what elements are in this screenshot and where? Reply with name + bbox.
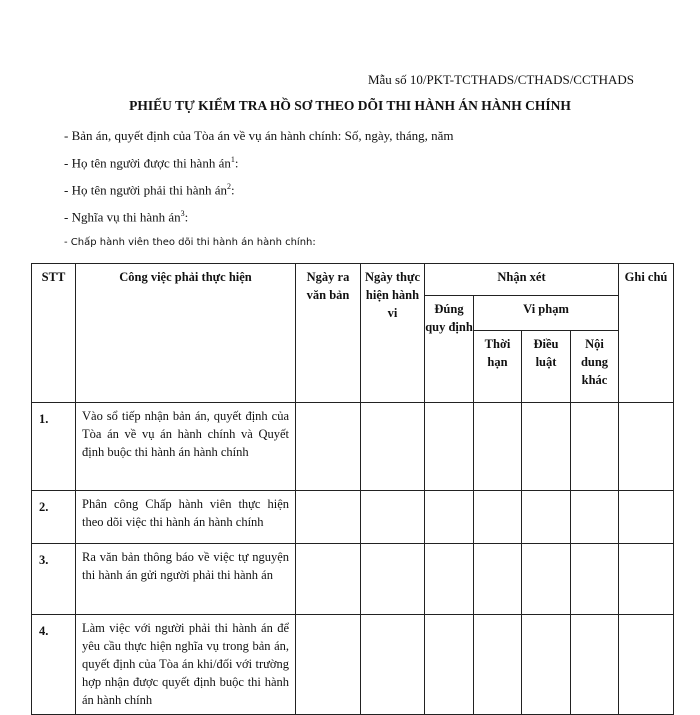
info-obligor: - Họ tên người phải thi hành $án^2$: (64, 182, 235, 198)
cell-doc-date (296, 491, 361, 544)
cell-note (619, 544, 674, 615)
cell-note (619, 491, 674, 544)
header-deadline: Thời hạn (474, 331, 522, 403)
cell-exec-date (361, 491, 425, 544)
cell-article (522, 403, 571, 491)
inspection-table (31, 263, 674, 715)
info-obligation: - Nghĩa vụ thi hành $án^3$: (64, 209, 189, 225)
cell-deadline (474, 403, 522, 491)
info-judgment: - Bản án, quyết định của Tòa án về vụ án hành chính: Số, ngày, tháng, năm (64, 128, 454, 143)
form-code: Mẫu số 10/PKT-TCTHADS/CTHADS/CCTHADS (367, 72, 634, 87)
cell-doc-date (296, 403, 361, 491)
document-title: PHIẾU TỰ KIỂM TRA HỒ SƠ THEO DÕI THI HÀNH ÁN HÀNH CHÍNH (129, 98, 571, 113)
table-row (32, 544, 674, 615)
header-doc-date: Ngày ra văn bản (296, 264, 361, 403)
cell-exec-date (361, 403, 425, 491)
header-other: Nội dung khác (571, 331, 619, 403)
row-number: 3. (32, 544, 76, 615)
cell-doc-date (296, 544, 361, 615)
header-correct: Đúng quy định (425, 296, 474, 403)
header-article: Điều luật (522, 331, 571, 403)
row-task: Phân công Chấp hành viên thực hiện theo dõi việc thi hành án hành chính (76, 491, 296, 544)
cell-correct (425, 544, 474, 615)
cell-note (619, 403, 674, 491)
header-exec-date: Ngày thực hiện hành vi (361, 264, 425, 403)
cell-other (571, 403, 619, 491)
cell-exec-date (361, 544, 425, 615)
row-number: 1. (32, 403, 76, 491)
row-number: 2. (32, 491, 76, 544)
cell-article (522, 544, 571, 615)
row-task: Làm việc với người phải thi hành án để yêu cầu thực hiện nghĩa vụ trong bản án, quyết định của Tòa án khi/đối với trường hợp nhận được quyết định buộc thi hành án hành chính (76, 615, 296, 715)
header-note: Ghi chú (619, 264, 674, 403)
cell-deadline (474, 544, 522, 615)
table-row (32, 403, 674, 491)
header-task: Công việc phải thực hiện (76, 264, 296, 403)
cell-other (571, 491, 619, 544)
info-enforcer: - Chấp hành viên theo dõi thi hành án hành chính: (64, 237, 316, 248)
header-remarks: Nhận xét (425, 264, 619, 296)
cell-correct (425, 491, 474, 544)
cell-other (571, 544, 619, 615)
table-row (32, 491, 674, 544)
row-task: Vào sổ tiếp nhận bản án, quyết định của Tòa án về vụ án hành chính và Quyết định buộc thi hành án hành chính (76, 403, 296, 491)
row-task: Ra văn bản thông báo về việc tự nguyện thi hành án gửi người phải thi hành án (76, 544, 296, 615)
info-beneficiary: - Họ tên người được thi hành $án^1$: (64, 155, 239, 171)
header-violation: Vi phạm (474, 296, 619, 331)
row-number: 4. (32, 615, 76, 715)
cell-deadline (474, 491, 522, 544)
header-stt: STT (32, 264, 76, 403)
cell-correct (425, 403, 474, 491)
cell-article (522, 491, 571, 544)
